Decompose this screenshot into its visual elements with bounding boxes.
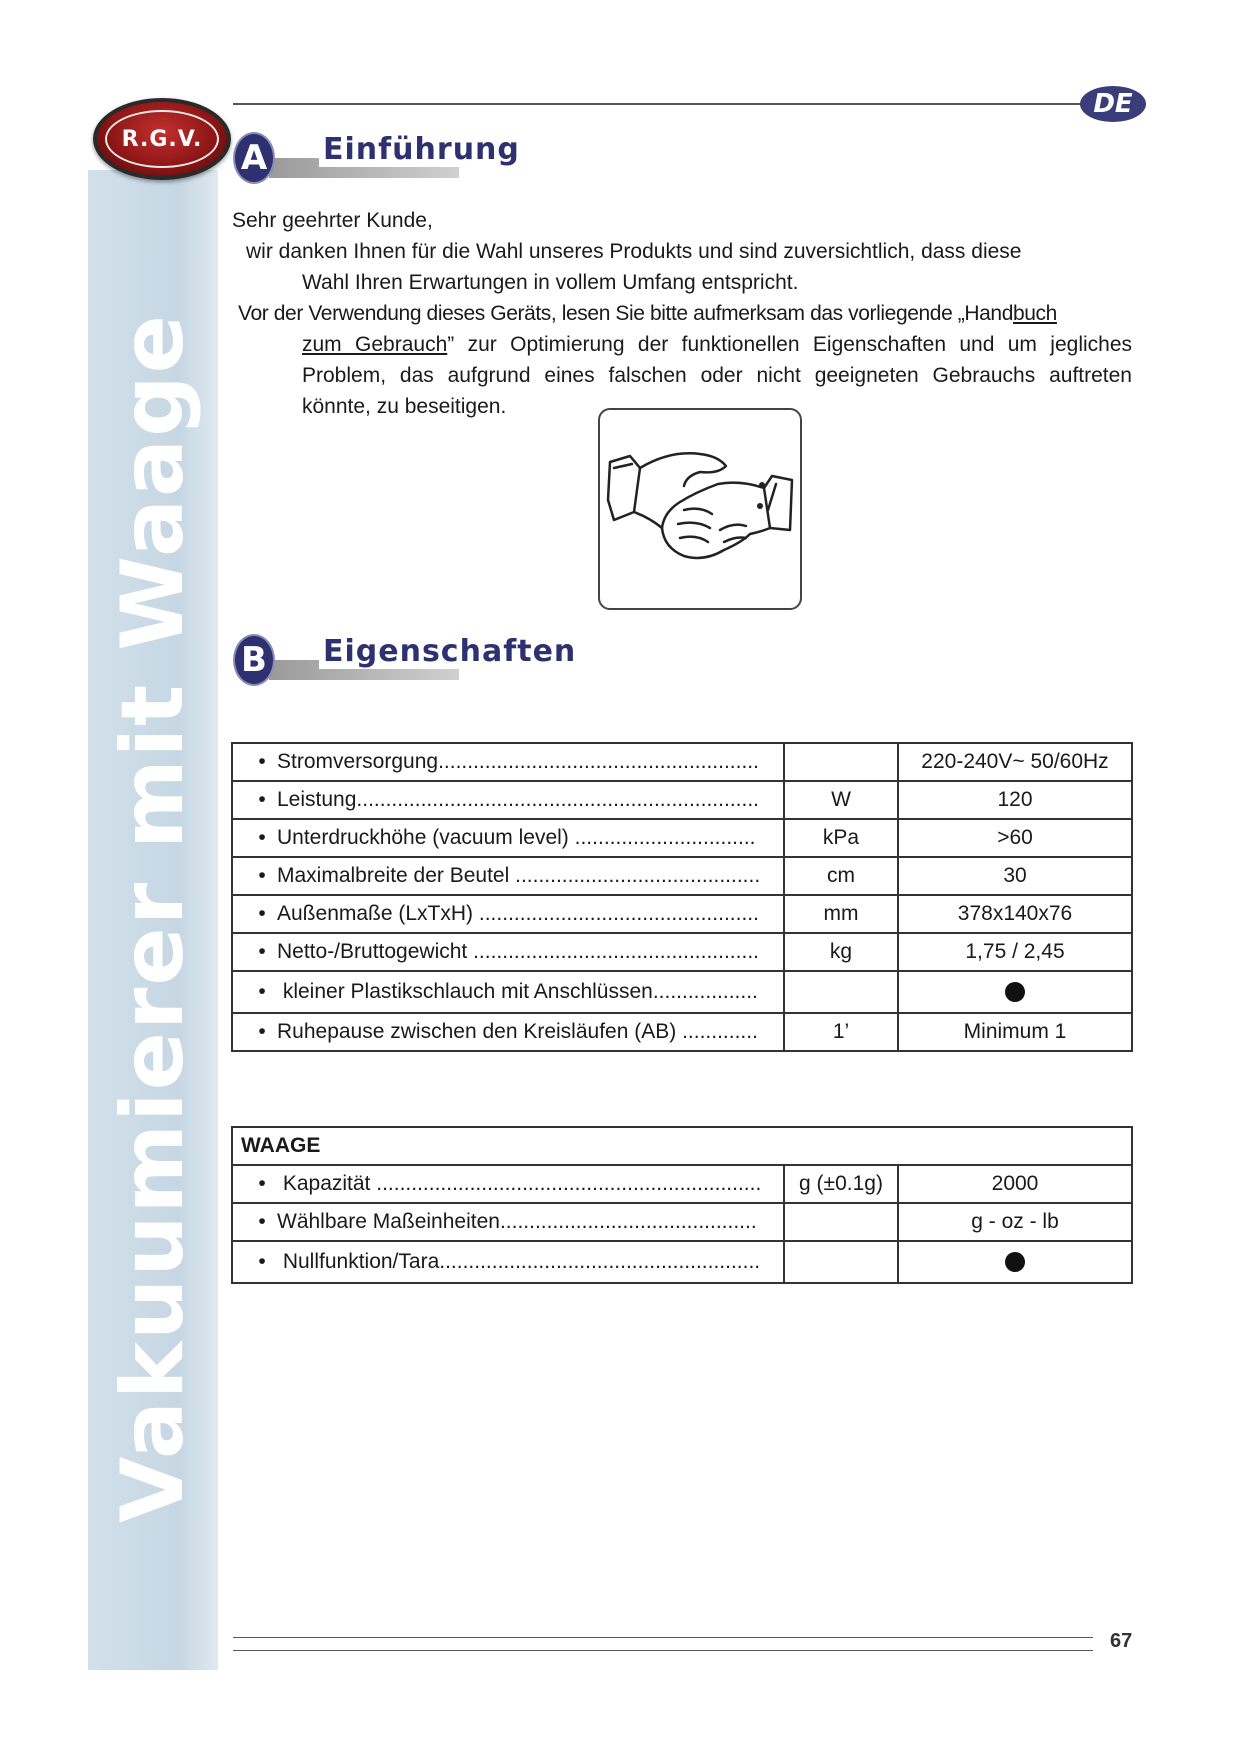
scale-unit: g (±0.1g) bbox=[784, 1165, 898, 1203]
included-dot-icon bbox=[1005, 1252, 1025, 1272]
footer-divider-1 bbox=[233, 1637, 1093, 1638]
scale-table bbox=[231, 1126, 1133, 1284]
bullet-icon: • bbox=[258, 864, 266, 887]
scale-value: 2000 bbox=[898, 1165, 1132, 1203]
side-title: Vakuumierer mit Waage bbox=[103, 313, 203, 1523]
scale-label: Kapazität bbox=[277, 1172, 377, 1195]
spec-unit: mm bbox=[784, 895, 898, 933]
spec-label-cell bbox=[232, 971, 784, 1013]
scale-label-cell bbox=[232, 1203, 784, 1241]
scale-value bbox=[898, 1241, 1132, 1283]
scale-value: g - oz - lb bbox=[898, 1203, 1132, 1241]
section-a-title: Einführung bbox=[319, 132, 524, 167]
bullet-icon: • bbox=[258, 788, 266, 811]
bullet-icon: • bbox=[258, 902, 266, 925]
spec-label: Maximalbreite der Beutel bbox=[277, 864, 516, 887]
spec-label-cell bbox=[232, 781, 784, 819]
spec-label: Außenmaße (LxTxH) bbox=[277, 902, 479, 925]
spec-unit bbox=[784, 971, 898, 1013]
scale-row bbox=[232, 1241, 1132, 1283]
scale-label-cell bbox=[232, 1165, 784, 1203]
section-a-header bbox=[233, 132, 633, 192]
handshake-illustration bbox=[598, 408, 802, 610]
bullet-icon: • bbox=[258, 826, 266, 849]
spec-label-cell bbox=[232, 933, 784, 971]
spec-label-cell bbox=[232, 1013, 784, 1051]
spec-row bbox=[232, 1013, 1132, 1051]
spec-value: Minimum 1 bbox=[898, 1013, 1132, 1051]
bullet-icon: • bbox=[258, 1172, 266, 1195]
leader-dots: ............................................ bbox=[499, 1210, 757, 1233]
intro-line-2: wir danken Ihnen für die Wahl unseres Produkts und sind zuversichtlich, dass diese bbox=[246, 240, 1022, 263]
bullet-icon: • bbox=[258, 1210, 266, 1233]
scale-heading-row bbox=[232, 1127, 1132, 1165]
spec-label-cell bbox=[232, 895, 784, 933]
spec-unit bbox=[784, 743, 898, 781]
spec-label: kleiner Plastikschlauch mit Anschlüssen bbox=[277, 980, 653, 1003]
spec-value bbox=[898, 971, 1132, 1013]
section-b-letter: B bbox=[233, 634, 275, 686]
leader-dots: ............................... bbox=[574, 826, 756, 849]
leader-dots: .......................................... bbox=[515, 864, 761, 887]
spec-value: 120 bbox=[898, 781, 1132, 819]
leader-dots: ................................................ bbox=[478, 902, 759, 925]
included-dot-icon bbox=[1005, 982, 1025, 1002]
spec-unit: cm bbox=[784, 857, 898, 895]
spec-value: 1,75 / 2,45 bbox=[898, 933, 1132, 971]
spec-label-cell bbox=[232, 857, 784, 895]
scale-label-cell bbox=[232, 1241, 784, 1283]
spec-label-cell bbox=[232, 743, 784, 781]
spec-label: Stromversorgung bbox=[277, 750, 439, 773]
leader-dots: ....................................................... bbox=[438, 750, 759, 773]
specifications-body bbox=[232, 743, 1132, 1051]
spec-value: 378x140x76 bbox=[898, 895, 1132, 933]
leader-dots: ..................................................................... bbox=[356, 788, 759, 811]
spec-row bbox=[232, 895, 1132, 933]
specifications-table bbox=[231, 742, 1133, 1052]
scale-unit bbox=[784, 1203, 898, 1241]
spec-unit: 1’ bbox=[784, 1013, 898, 1051]
spec-row bbox=[232, 743, 1132, 781]
spec-label: Unterdruckhöhe (vacuum level) bbox=[277, 826, 575, 849]
scale-label: Nullfunktion/Tara bbox=[277, 1250, 440, 1273]
brand-logo bbox=[93, 98, 231, 180]
spec-value: 30 bbox=[898, 857, 1132, 895]
spec-value: 220-240V~ 50/60Hz bbox=[898, 743, 1132, 781]
bullet-icon: • bbox=[258, 1250, 266, 1273]
spec-label: Netto-/Bruttogewicht bbox=[277, 940, 474, 963]
bullet-icon: • bbox=[258, 940, 266, 963]
scale-row bbox=[232, 1165, 1132, 1203]
section-a-letter: A bbox=[233, 132, 275, 184]
leader-dots: ....................................................... bbox=[439, 1250, 761, 1273]
leader-dots: ............. bbox=[682, 1020, 758, 1043]
scale-body bbox=[232, 1127, 1132, 1283]
spec-row bbox=[232, 933, 1132, 971]
footer-divider-2 bbox=[233, 1650, 1093, 1651]
intro-line-4 bbox=[232, 298, 1132, 329]
page-number: 67 bbox=[1110, 1630, 1133, 1652]
spec-row bbox=[232, 819, 1132, 857]
bullet-icon: • bbox=[258, 750, 266, 773]
intro-greeting: Sehr geehrter Kunde, bbox=[232, 209, 433, 232]
section-b-title: Eigenschaften bbox=[319, 634, 580, 669]
intro-text bbox=[232, 205, 1132, 422]
spec-row bbox=[232, 781, 1132, 819]
spec-value: >60 bbox=[898, 819, 1132, 857]
spec-unit: kg bbox=[784, 933, 898, 971]
intro-line-3: Wahl Ihren Erwartungen in vollem Umfang entspricht. bbox=[302, 271, 799, 294]
bullet-icon: • bbox=[258, 1020, 266, 1043]
scale-unit bbox=[784, 1241, 898, 1283]
spec-unit: W bbox=[784, 781, 898, 819]
scale-label: Wählbare Maßeinheiten bbox=[277, 1210, 500, 1233]
spec-row bbox=[232, 971, 1132, 1013]
spec-unit: kPa bbox=[784, 819, 898, 857]
scale-heading: WAAGE bbox=[232, 1127, 1132, 1165]
bullet-icon: • bbox=[258, 980, 266, 1003]
manual-link-part-2: zum Gebrauch bbox=[302, 333, 448, 356]
section-b-header bbox=[233, 634, 633, 694]
leader-dots: ................................................. bbox=[473, 940, 759, 963]
manual-link-part-1: buch bbox=[1012, 302, 1057, 325]
spec-row bbox=[232, 857, 1132, 895]
spec-label: Leistung bbox=[277, 788, 357, 811]
spec-label: Ruhepause zwischen den Kreisläufen (AB) bbox=[277, 1020, 683, 1043]
language-badge: DE bbox=[1080, 86, 1146, 122]
logo-text: R.G.V. bbox=[105, 110, 219, 168]
scale-row bbox=[232, 1203, 1132, 1241]
handshake-icon bbox=[600, 410, 800, 608]
spec-label-cell bbox=[232, 819, 784, 857]
intro-line-5-text: ” zur Optimierung der funktionellen Eigenschaften und um jegliches Problem, das aufgrund eines falschen oder nicht geeigneten Gebrauchs auftreten könnte, zu beseitigen. bbox=[302, 333, 1133, 418]
leader-dots: .................................................................. bbox=[376, 1172, 762, 1195]
leader-dots: .................. bbox=[652, 980, 758, 1003]
top-divider bbox=[233, 103, 1093, 105]
intro-line-4-text: Vor der Verwendung dieses Geräts, lesen Sie bitte aufmerksam das vorliegende „Hand bbox=[238, 302, 1013, 325]
